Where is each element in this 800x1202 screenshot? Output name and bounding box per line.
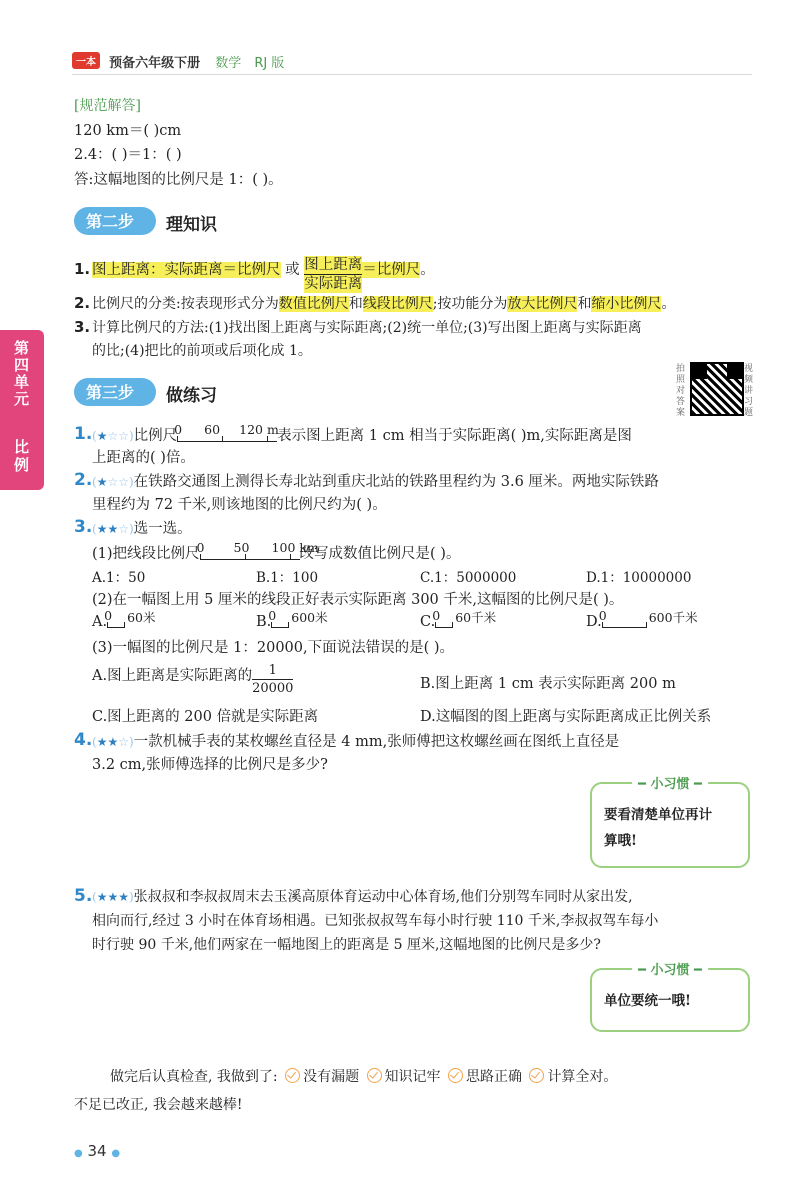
star-rating: (★★☆) [92,522,134,536]
ratio-fraction [304,256,362,293]
or-word: 或 [285,262,300,278]
habit-tip-title: ━ 小习惯 ━ [632,773,708,792]
answer-line-2: 2.4：( )＝1：( ) [74,147,182,163]
step3-tag [74,378,156,406]
unit-label: 第四单元 [14,339,30,408]
option-a-text: A.图上距离是实际距离的 [92,668,253,684]
option-scale-value: 60米 [127,610,156,625]
q3-part-1 [92,542,460,563]
habit-tip-title: ━ 小习惯 ━ [632,959,708,978]
item-2-text-e: ;按功能分为 [432,296,508,312]
q1-line-1 [92,424,632,445]
book-logo: 一本 [72,52,100,69]
step3-title: 做练习 [166,386,217,406]
numeric-scale: 数值比例尺 [278,296,349,312]
q1-scale-tick-60: 60 [204,422,221,437]
q3-scale-tick-0: 0 [196,540,205,555]
q5-line-2: 相向而行,经过 3 小时在体育场相遇。已知张叔叔驾车每小时行驶 110 千米,李叔叔驾车每小 [92,913,659,929]
qr-left-caption: 拍照对答案 [676,364,686,418]
option-scale-zero: 0 [104,608,113,623]
step2-item-3-number: 3. [74,318,91,336]
q4-text: 一款机械手表的某枚螺丝直径是 4 mm,张师傅把这枚螺丝画在图纸上直径是 [133,734,620,750]
check-item-2: 知识记牢 [384,1069,441,1085]
item-2-text-a: 比例尺的分类:按表现形式分为 [92,296,279,312]
option-a-fraction [252,662,293,697]
enlarging-scale: 放大比例尺 [507,296,578,312]
fraction-bottom: 20000 [252,681,294,696]
option-scale [598,608,702,630]
q3-p3-option-c[interactable]: C.图上距离的 200 倍就是实际距离 [92,709,319,725]
option-scale [432,608,517,630]
option-scale-value: 600千米 [648,610,698,625]
step2-item-3-line-1: 计算比例尺的方法:(1)找出图上距离与实际距离;(2)统一单位;(3)写出图上距离与实际距离 [92,320,642,336]
q2-line-1 [92,470,659,491]
step2-item-2 [92,293,675,313]
q5-number: 5. [74,886,93,906]
q3-p1-option-b[interactable]: B.1：100 [256,570,319,586]
q1-line-scale [174,422,279,444]
check-icon[interactable] [529,1068,544,1083]
option-scale [268,608,335,630]
ratio-definition: 图上距离：实际距离＝比例尺 [92,262,281,278]
book-edition: RJ 版 [254,56,285,71]
q1-line-2: 上距离的( )倍。 [92,450,195,466]
q1-text-b: 表示图上距离 1 cm 相当于实际距离( )m,实际距离是图 [277,428,632,444]
step2-title: 理知识 [166,215,217,235]
line-scale: 线段比例尺 [362,296,433,312]
step2-item-2-number: 2. [74,294,91,312]
q3-p2-option-b[interactable] [256,608,335,630]
habit-tip-line-1: 要看清楚单位再计 [604,807,712,823]
q1-scale-tick-0: 0 [174,422,183,437]
answer-line-3: 答:这幅地图的比例尺是 1：( )。 [74,172,283,188]
check-item-3: 思路正确 [465,1069,522,1085]
fraction-top: 1 [252,662,293,680]
q5-line-3: 时行驶 90 千米,他们两家在一幅地图上的距离是 5 厘米,这幅地图的比例尺是多少? [92,937,601,953]
item-2-end: 。 [661,296,676,312]
step2-item-3-line-2: 的比;(4)把比的前项或后项化成 1。 [92,343,312,359]
step2-item-1 [92,256,435,293]
q3-p1-option-a[interactable]: A.1：50 [92,570,146,586]
check-icon[interactable] [448,1068,463,1083]
q4-number: 4. [74,730,93,750]
fraction-top: 图上距离 [304,257,363,273]
self-check-lead: 做完后认真检查, 我做到了: [110,1069,278,1085]
q3-title [92,517,192,538]
qr-code-icon[interactable] [690,362,744,416]
step3-tag-label: 第三步 [86,383,135,402]
check-icon[interactable] [285,1068,300,1083]
item-2-and-1: 和 [348,296,363,312]
qr-right-caption: 视频讲习题 [744,364,754,418]
book-subject: 数学 [215,56,242,71]
q3-p1-option-d[interactable]: D.1：10000000 [586,570,692,586]
option-letter: A. [92,614,108,630]
q3-scale-tick-100: 100 km [271,540,319,555]
ratio-equals: ＝比例尺 [362,262,421,278]
q4-line-2: 3.2 cm,张师傅选择的比例尺是多少? [92,757,328,773]
q2-line-2: 里程约为 72 千米,则该地图的比例尺约为( )。 [92,497,387,513]
q3-p2-option-c[interactable] [420,608,517,630]
self-check-line-1 [110,1066,617,1086]
option-letter: D. [586,614,602,630]
fraction-bottom: 实际距离 [304,276,363,292]
q1-text-a: 比例尺 [133,428,178,444]
item-2-and-2: 和 [577,296,592,312]
star-rating: (★☆☆) [92,429,134,443]
habit-tip-1 [590,777,750,868]
star-rating: (★☆☆) [92,475,134,489]
reducing-scale: 缩小比例尺 [591,296,662,312]
option-letter: B. [256,614,272,630]
q3-p2-option-d[interactable] [586,608,702,630]
star-rating: (★★★) [92,890,134,904]
habit-tip-title-text: 小习惯 [650,963,690,978]
step2-tag-label: 第二步 [86,212,135,231]
option-scale-value: 60千米 [455,610,497,625]
q3-p1-option-c[interactable]: C.1：5000000 [420,570,517,586]
step2-item-1-number: 1. [74,260,91,278]
q5-line-1 [92,886,633,906]
habit-tip-2 [590,963,750,1032]
page-number-text: 34 [87,1142,107,1160]
q3-number: 3. [74,517,93,537]
answer-label: [规范解答] [74,98,141,114]
q3-p3-option-a[interactable] [92,662,293,697]
q3-p2-option-a[interactable] [92,608,163,630]
habit-tip-line-2: 算哦! [604,833,637,849]
check-item-1: 没有漏题 [303,1069,360,1085]
check-icon[interactable] [367,1068,382,1083]
q3-part-2: (2)在一幅图上用 5 厘米的线段正好表示实际距离 300 千米,这幅图的比例尺是( )。 [92,592,624,608]
q2-number: 2. [74,470,93,490]
q3-p3-option-d[interactable]: D.这幅图的图上距离与实际距离成正比例关系 [420,709,712,725]
q3-line-scale [196,540,319,562]
habit-tip-body [604,802,712,854]
unit-topic: 比例 [14,438,30,474]
option-scale-zero: 0 [268,608,277,623]
option-scale-zero: 0 [432,608,441,623]
q3-title-text: 选一选。 [133,521,192,537]
option-scale [104,608,163,630]
book-title: 预备六年级下册 [109,56,201,71]
habit-tip-line-1: 单位要统一哦! [604,993,691,1009]
q4-line-1 [92,730,619,751]
q1-scale-tick-120: 120 m [239,422,279,437]
q2-text: 在铁路交通图上测得长寿北站到重庆北站的铁路里程约为 3.6 厘米。两地实际铁路 [133,474,659,490]
q3-part-3: (3)一幅图的比例尺是 1：20000,下面说法错误的是( )。 [92,640,455,656]
q3-p3-option-b[interactable]: B.图上距离 1 cm 表示实际距离 200 m [420,676,676,692]
option-scale-value: 600米 [291,610,328,625]
option-scale-zero: 0 [598,608,607,623]
q1-number: 1. [74,424,93,444]
step2-tag [74,207,156,235]
page-number: ● 34 ● [74,1142,121,1160]
star-rating: (★★☆) [92,735,134,749]
habit-tip-body [604,988,691,1014]
q3-scale-tick-50: 50 [233,540,250,555]
habit-tip-title-text: 小习惯 [650,777,690,792]
answer-line-1: 120 km＝( )cm [74,123,182,139]
header [72,52,284,71]
q5-text: 张叔叔和李叔叔周末去玉溪高原体育运动中心体育场,他们分别驾车同时从家出发, [133,889,633,905]
option-letter: C. [420,614,436,630]
check-item-4: 计算全对。 [547,1069,618,1085]
item-1-end: 。 [420,262,435,278]
q3-p1-text-b: 改写成数值比例尺是( )。 [299,546,461,562]
self-check-line-2: 不足已改正, 我会越来越棒! [74,1097,243,1113]
q3-p1-text-a: (1)把线段比例尺 [92,546,200,562]
header-rule [72,74,752,75]
